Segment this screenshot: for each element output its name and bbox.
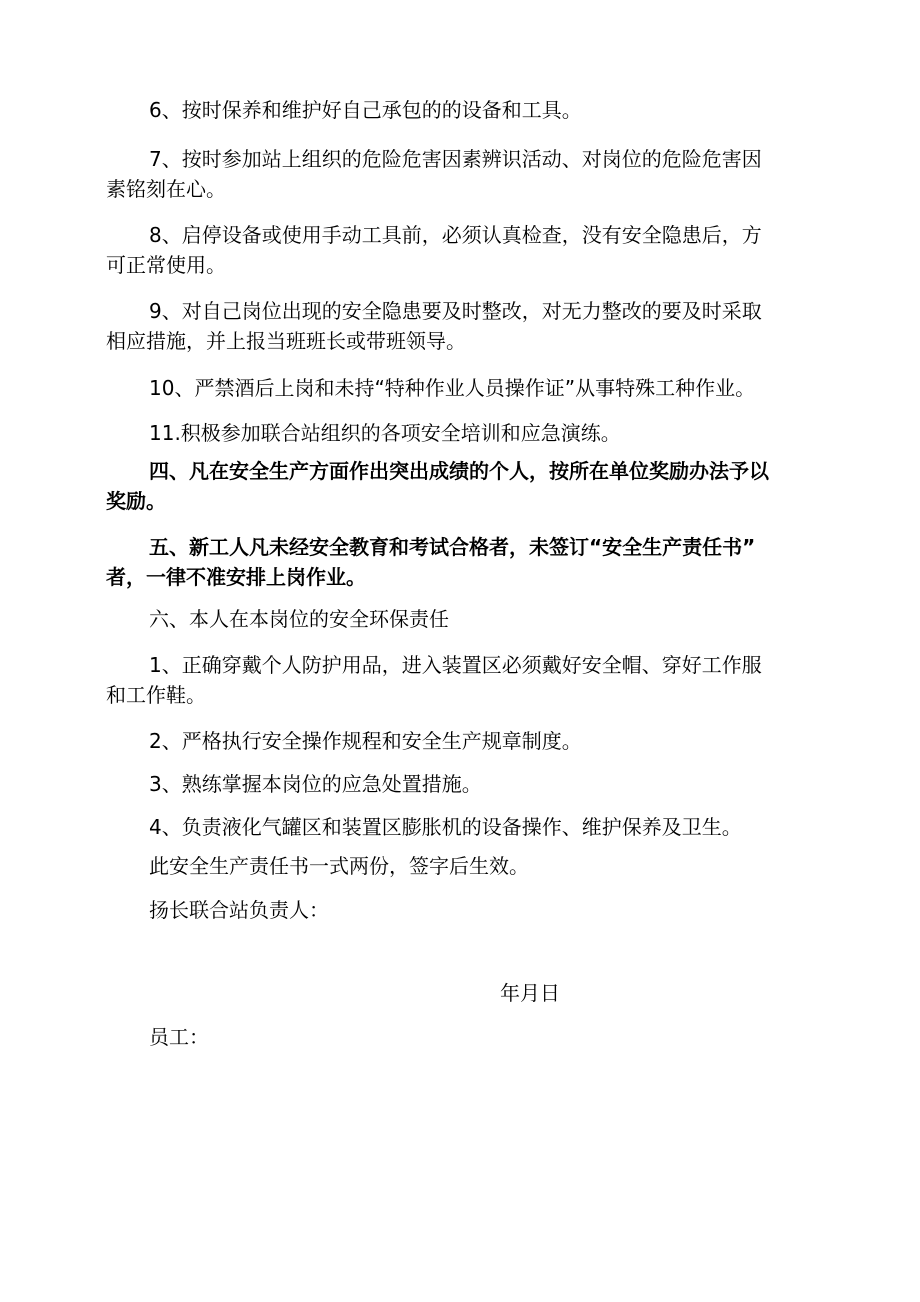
duty-3: 3、熟练掌握本岗位的应急处置措施。 [149,772,482,796]
duty-1-line-1: 1、正确穿戴个人防护用品，进入装置区必须戴好安全帽、穿好工作服 [149,653,762,677]
duty-1-line-2: 和工作鞋。 [106,683,206,707]
clause-7-line-2: 素铭刻在心。 [106,177,226,201]
clause-11: 11.积极参加联合站组织的各项安全培训和应急演练。 [149,421,621,445]
clause-6: 6、按时保养和维护好自己承包的的设备和工具。 [149,98,582,122]
section-4-line-1: 四、凡在安全生产方面作出突出成绩的个人，按所在单位奖励办法予以 [149,459,769,483]
section-5-line-1: 五、新工人凡未经安全教育和考试合格者，未签订“安全生产责任书” [149,535,756,559]
section-6-heading: 六、本人在本岗位的安全环保责任 [149,607,449,631]
employee-signature-label: 员工： [149,1025,209,1049]
date-label: 年月日 [500,981,560,1005]
section-5-line-2: 者，一律不准安排上岗作业。 [106,565,366,589]
section-4-line-2: 奖励。 [106,489,166,513]
clause-9-line-1: 9、对自己岗位出现的安全隐患要及时整改，对无力整改的要及时采取 [149,299,762,323]
station-head-signature-label: 扬长联合站负责人： [149,898,329,922]
duty-2: 2、严格执行安全操作规程和安全生产规章制度。 [149,729,582,753]
clause-7-line-1: 7、按时参加站上组织的危险危害因素辨识活动、对岗位的危险危害因 [149,147,762,171]
validity-statement: 此安全生产责任书一式两份，签字后生效。 [149,854,529,878]
clause-9-line-2: 相应措施，并上报当班班长或带班领导。 [106,329,466,353]
clause-10: 10、严禁酒后上岗和未持“特种作业人员操作证”从事特殊工种作业。 [149,376,756,400]
duty-4: 4、负责液化气罐区和装置区膨胀机的设备操作、维护保养及卫生。 [149,815,742,839]
clause-8-line-2: 可正常使用。 [106,253,226,277]
clause-8-line-1: 8、启停设备或使用手动工具前，必须认真检查，没有安全隐患后，方 [149,223,762,247]
